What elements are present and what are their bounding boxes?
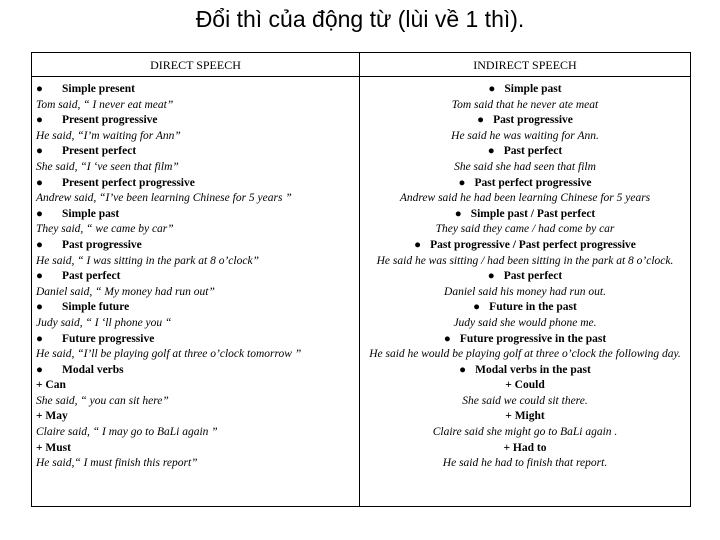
example-sentence [362, 129, 688, 145]
tense-heading [36, 207, 356, 223]
example-sentence [362, 254, 688, 270]
tense-heading [362, 113, 688, 129]
example-sentence [36, 394, 356, 410]
example-text: He said, “ I was sitting in the park at 8 o’clock” [36, 254, 259, 267]
tense-heading [362, 82, 688, 98]
example-sentence [36, 129, 356, 145]
tense-heading-text: + Might [505, 410, 545, 423]
tense-heading [362, 332, 688, 348]
example-sentence [362, 456, 688, 472]
example-text: They said, “ we came by car” [36, 223, 174, 236]
example-text: Claire said she might go to BaLi again . [432, 426, 618, 439]
example-sentence [362, 98, 688, 114]
example-sentence [362, 347, 688, 363]
example-text: She said we could sit there. [462, 394, 588, 407]
tense-heading-text: Future progressive in the past [459, 332, 607, 345]
example-sentence [36, 191, 356, 207]
bullet-icon: ● [488, 83, 496, 95]
bullet-icon: ● [473, 301, 481, 314]
example-sentence [362, 191, 688, 207]
example-sentence [362, 222, 688, 238]
example-text: He said, “I’m waiting for Ann” [36, 129, 181, 142]
example-sentence [36, 316, 356, 332]
tense-heading [362, 269, 688, 285]
tense-heading [36, 363, 356, 379]
tense-heading-text: Past perfect [62, 270, 121, 283]
tense-heading-text: + Had to [503, 441, 547, 454]
example-text: He said he was sitting / had been sitting in the park at 8 o’clock. [376, 254, 674, 267]
tense-heading-text: Past perfect [503, 270, 563, 283]
example-text: He said he had to finish that report. [442, 457, 608, 470]
bullet-icon: ● [477, 114, 485, 127]
tense-heading-text: Present progressive [62, 114, 158, 127]
example-text: He said he was waiting for Ann. [451, 129, 599, 142]
bullet-icon: ● [487, 270, 495, 283]
header-divider [32, 76, 690, 77]
tense-heading [36, 300, 356, 316]
bullet-icon: ● [36, 270, 43, 283]
tense-heading [362, 207, 688, 223]
speech-table [31, 52, 691, 507]
example-text: Tom said that he never ate meat [451, 98, 599, 111]
example-sentence [36, 425, 356, 441]
tense-heading [36, 176, 356, 192]
indirect-speech-column [362, 82, 688, 472]
tense-heading-text: + Must [36, 441, 71, 454]
tense-heading [362, 363, 688, 379]
tense-heading [36, 82, 356, 98]
example-text: Tom said, “ I never eat meat” [36, 98, 174, 111]
tense-heading-text: + Can [36, 379, 66, 392]
tense-heading [36, 113, 356, 129]
bullet-icon: ● [36, 238, 43, 251]
tense-heading [362, 441, 688, 457]
bullet-icon: ● [36, 207, 43, 220]
bullet-icon: ● [36, 301, 43, 314]
example-sentence [36, 98, 356, 114]
example-sentence [362, 425, 688, 441]
example-text: He said, “I’ll be playing golf at three o’clock tomorrow ” [36, 348, 302, 361]
tense-heading [36, 378, 356, 394]
tense-heading [36, 441, 356, 457]
example-text: Daniel said his money had run out. [444, 285, 606, 298]
bullet-icon: ● [454, 207, 462, 220]
example-text: Claire said, “ I may go to BaLi again ” [36, 426, 218, 439]
tense-heading-text: Future progressive [62, 332, 155, 345]
tense-heading [36, 332, 356, 348]
tense-heading-text: Present perfect progressive [62, 176, 195, 189]
tense-heading [36, 238, 356, 254]
example-text: He said,“ I must finish this report” [36, 457, 198, 470]
tense-heading-text: Present perfect [62, 145, 137, 158]
example-text: She said, “ you can sit here” [36, 394, 169, 407]
tense-heading-text: Past perfect [503, 145, 563, 158]
example-sentence [36, 347, 356, 363]
tense-heading-text: Past perfect progressive [474, 176, 592, 189]
bullet-icon: ● [443, 332, 451, 345]
example-sentence [36, 222, 356, 238]
example-sentence [36, 456, 356, 472]
tense-heading-text: Simple past [504, 83, 562, 95]
example-text: He said he would be playing golf at three o’clock the following day. [369, 348, 681, 361]
tense-heading [362, 300, 688, 316]
tense-heading [36, 269, 356, 285]
example-sentence [36, 160, 356, 176]
example-sentence [362, 394, 688, 410]
bullet-icon: ● [36, 176, 43, 189]
bullet-icon: ● [36, 332, 43, 345]
tense-heading-text: Simple past / Past perfect [470, 207, 596, 220]
tense-heading [362, 176, 688, 192]
bullet-icon: ● [459, 363, 467, 376]
example-sentence [36, 285, 356, 301]
bullet-icon: ● [36, 83, 43, 95]
direct-speech-column [36, 82, 356, 472]
bullet-icon: ● [458, 176, 466, 189]
example-text: Andrew said he had been learning Chinese for 5 years [399, 192, 651, 205]
example-sentence [36, 254, 356, 270]
tense-heading-text: Modal verbs in the past [475, 363, 591, 376]
example-sentence [362, 160, 688, 176]
tense-heading-text: Past progressive [493, 114, 573, 127]
tense-heading-text: Past progressive [62, 238, 142, 251]
example-text: Daniel said, “ My money had run out” [36, 285, 215, 298]
example-sentence [362, 316, 688, 332]
bullet-icon: ● [487, 145, 495, 158]
tense-heading-text: Past progressive / Past perfect progressive [430, 238, 636, 251]
tense-heading-text: Future in the past [489, 301, 577, 314]
direct-speech-header: DIRECT SPEECH [150, 58, 241, 72]
tense-heading [362, 378, 688, 394]
tense-heading-text: + Could [505, 379, 545, 392]
tense-heading-text: Simple present [62, 83, 135, 95]
column-divider [359, 53, 360, 506]
tense-heading-text: Simple past [62, 207, 120, 220]
page-title: Đổi thì của động từ (lùi về 1 thì). [195, 6, 525, 32]
example-text: Judy said, “ I ‘ll phone you “ [36, 316, 172, 329]
bullet-icon: ● [414, 238, 422, 251]
tense-heading-text: + May [36, 410, 68, 423]
bullet-icon: ● [36, 363, 43, 376]
tense-heading [36, 144, 356, 160]
example-text: Judy said she would phone me. [453, 316, 597, 329]
example-text: Andrew said, “I’ve been learning Chinese for 5 years ” [36, 192, 292, 205]
tense-heading-text: Simple future [62, 301, 130, 314]
example-text: She said, “I ‘ve seen that film” [36, 160, 179, 173]
tense-heading [362, 409, 688, 425]
bullet-icon: ● [36, 114, 43, 127]
example-sentence [362, 285, 688, 301]
example-text: They said they came / had come by car [435, 223, 615, 236]
tense-heading [362, 144, 688, 160]
indirect-speech-header: INDIRECT SPEECH [473, 58, 577, 72]
example-text: She said she had seen that film [454, 160, 596, 173]
bullet-icon: ● [36, 145, 43, 158]
tense-heading-text: Modal verbs [62, 363, 124, 376]
tense-heading [36, 409, 356, 425]
tense-heading [362, 238, 688, 254]
